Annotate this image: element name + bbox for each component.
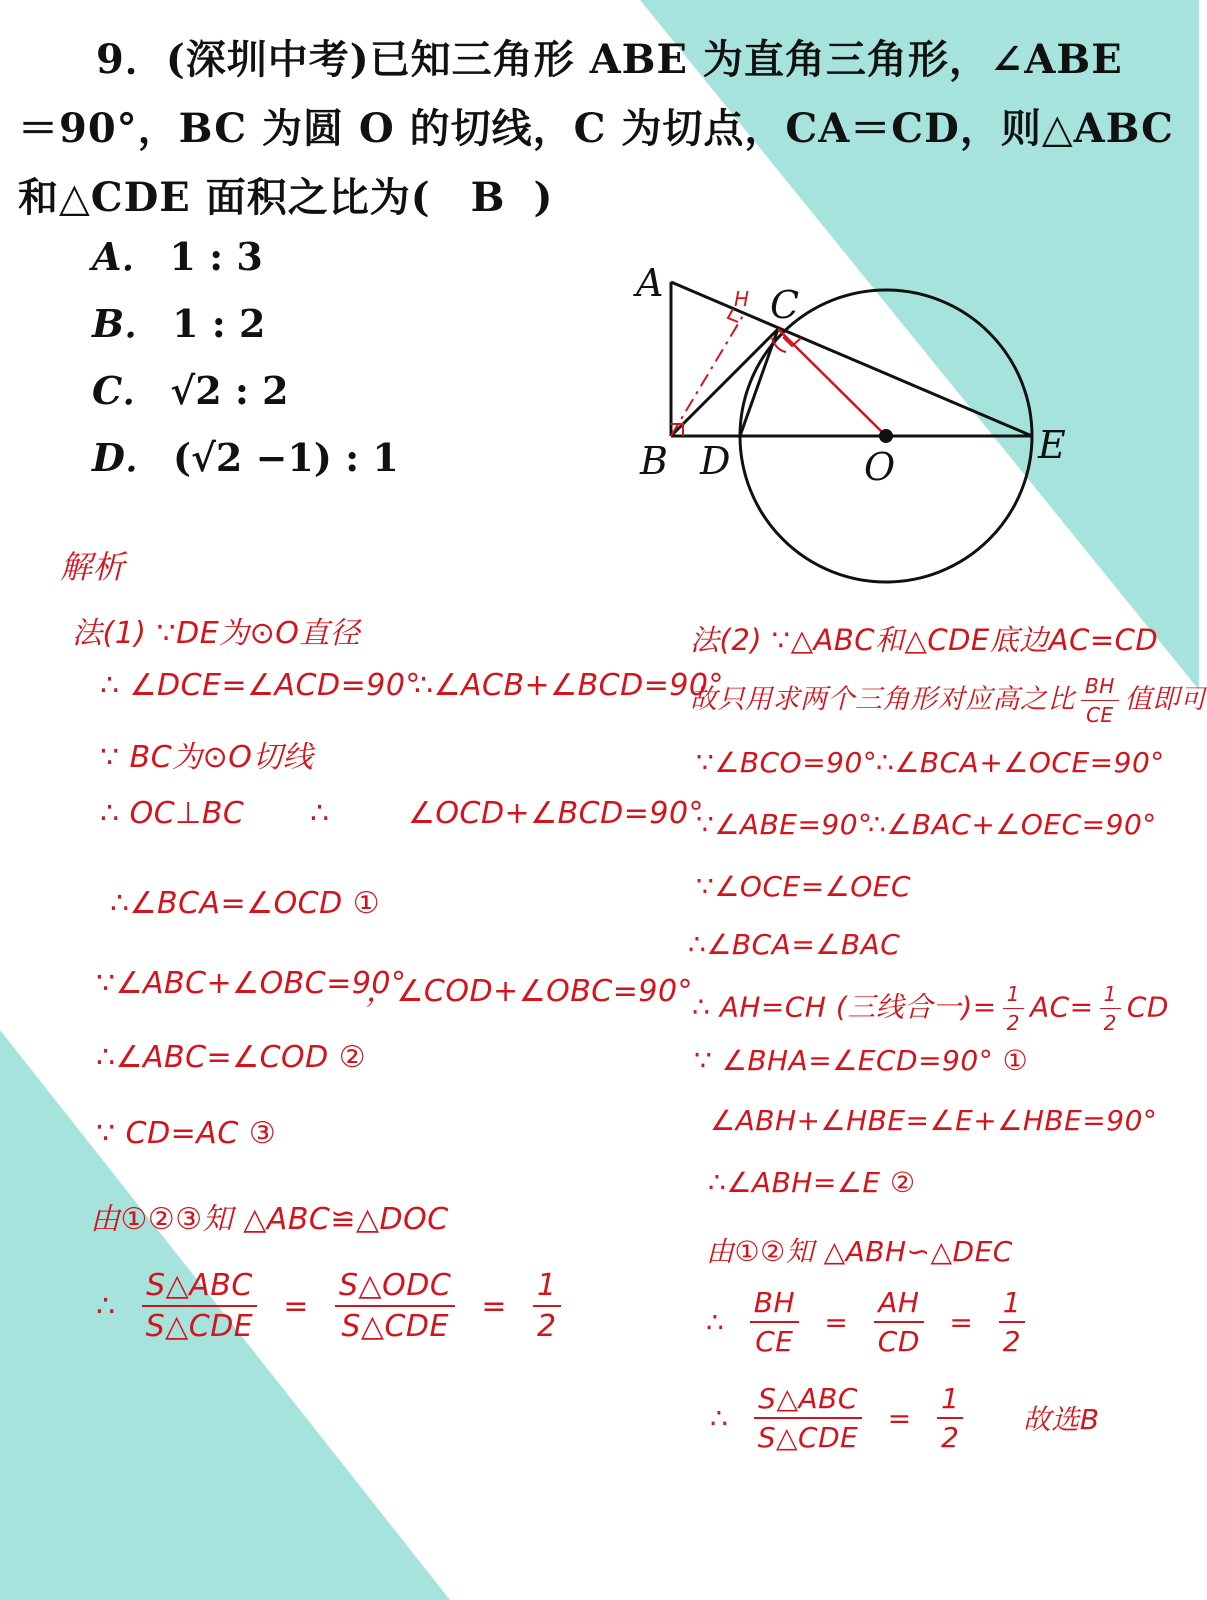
m1-therefore: ∴ xyxy=(96,1288,116,1324)
option-a-text: 1 : 3 xyxy=(169,234,263,279)
option-b-letter: B． xyxy=(92,301,163,346)
geometry-diagram xyxy=(620,250,1100,590)
m1-frac1-den: S△CDE xyxy=(145,1309,254,1344)
m2-line-7-suffix: CD xyxy=(1126,990,1169,1024)
label-e: E xyxy=(1038,423,1066,467)
m2-equals-a: = xyxy=(824,1305,849,1339)
m1-line-8: ∵ CD=AC ③ xyxy=(96,1116,277,1151)
m2-frac-cd: CD xyxy=(877,1325,920,1358)
segment-cd xyxy=(740,329,778,436)
m2-line-4b: ∴∠BAC+∠OEC=90° xyxy=(868,808,1157,841)
m2-frac-ah: AH xyxy=(874,1286,924,1323)
m2-frac-bh: BH xyxy=(750,1286,799,1323)
m1-fraction-1 xyxy=(142,1268,258,1344)
m1-line-7: ∴∠ABC=∠COD ② xyxy=(96,1040,367,1075)
m1-line-5: ∴∠BCA=∠OCD ① xyxy=(110,886,381,921)
m2-line-10: ∴∠ABH=∠E ② xyxy=(708,1166,916,1199)
m2-conclusion: 故选B xyxy=(1022,1403,1100,1436)
question-line-3-suffix: ) xyxy=(533,174,554,221)
m2-line-2-prefix: 故只用求两个三角形对应高之比 xyxy=(690,684,1075,715)
m2-frac-ah-cd xyxy=(874,1286,924,1358)
m2-line-2-suffix: 值即可 xyxy=(1124,684,1207,715)
m2-line-13 xyxy=(700,1382,1110,1454)
m2-half-2 xyxy=(1100,982,1121,1035)
solution-title: 解析 xyxy=(60,548,126,586)
m2-line-6: ∴∠BCA=∠BAC xyxy=(688,928,901,961)
m2-line-2 xyxy=(690,674,1207,727)
m1-line-4b: ∴ xyxy=(310,796,330,831)
m2-line-8: ∵ ∠BHA=∠ECD=90° ① xyxy=(694,1044,1029,1077)
m1-line-6b: ，∠COD+∠OBC=90° xyxy=(366,974,694,1009)
question-line-1: 9．(深圳中考)已知三角形 ABE 为直角三角形，∠ABE xyxy=(96,36,1123,83)
segment-ae xyxy=(671,282,1032,436)
option-a-letter: A． xyxy=(92,234,160,279)
label-o: O xyxy=(864,445,896,489)
question-line-2: ＝90°，BC 为圆 O 的切线，C 为切点，CA＝CD，则△ABC xyxy=(18,105,1175,152)
label-d: D xyxy=(700,439,731,483)
m2-equals-b: = xyxy=(949,1305,974,1339)
m1-equals-2: = xyxy=(481,1288,507,1324)
m2-frac-result-num: 1 xyxy=(937,1382,963,1419)
option-d-text: (√2 −1) : 1 xyxy=(172,435,399,480)
m2-ratio-num: BH xyxy=(1081,674,1119,701)
m1-line-2a: ∴ ∠DCE=∠ACD=90° xyxy=(100,668,421,703)
m1-frac3-den: 2 xyxy=(537,1309,557,1344)
m2-line-9: ∠ABH+∠HBE=∠E+∠HBE=90° xyxy=(710,1104,1158,1137)
m1-equals-1: = xyxy=(283,1288,309,1324)
m2-therefore-1: ∴ xyxy=(706,1305,725,1339)
option-c-text: √2 : 2 xyxy=(170,368,289,413)
m2-line-4a: ∵∠ABE=90° xyxy=(696,808,873,841)
option-c xyxy=(92,360,289,415)
option-b-text: 1 : 2 xyxy=(172,301,266,346)
label-c: C xyxy=(770,283,800,327)
segment-bc xyxy=(671,329,778,436)
m2-line-7-prefix: ∴ AH=CH (三线合一)= xyxy=(692,990,997,1024)
answer-choice: B xyxy=(470,174,506,221)
m1-line-10 xyxy=(86,1268,567,1344)
m2-frac-area-den: S△CDE xyxy=(757,1421,859,1454)
m2-line-1: 法(2) ∵△ABC和△CDE底边AC=CD xyxy=(690,623,1159,657)
m2-line-3a: ∵∠BCO=90° xyxy=(696,746,878,779)
m2-line-5: ∵∠OCE=∠OEC xyxy=(696,870,912,903)
option-b xyxy=(92,293,266,348)
m2-line-7-mid: AC= xyxy=(1029,990,1094,1024)
m1-line-3: ∵ BC为⊙O切线 xyxy=(100,740,314,775)
question-line-3 xyxy=(18,166,553,223)
question-line-3-prefix: 和△CDE 面积之比为( xyxy=(18,174,431,221)
center-point-o xyxy=(879,429,893,443)
m2-frac-half-den: 2 xyxy=(1002,1325,1022,1358)
option-c-letter: C． xyxy=(92,368,161,413)
m2-line-11: 由①②知 △ABH∽△DEC xyxy=(706,1235,1013,1268)
m1-line-2b: ∴∠ACB+∠BCD=90° xyxy=(414,668,725,703)
m1-frac2-den: S△CDE xyxy=(341,1309,449,1344)
m2-frac-ce: CE xyxy=(755,1325,794,1358)
m1-fraction-3 xyxy=(533,1268,561,1344)
m2-half-1 xyxy=(1003,982,1024,1035)
m1-frac3-num: 1 xyxy=(533,1268,561,1307)
m1-line-4a: ∴ OC⊥BC xyxy=(100,796,245,831)
m2-frac-bh-ce xyxy=(750,1286,799,1358)
m1-line-1: 法(1) ∵DE为⊙O直径 xyxy=(72,616,361,651)
m2-frac-half xyxy=(999,1286,1025,1358)
m1-frac2-num: S△ODC xyxy=(335,1268,455,1307)
m2-frac-result-den: 2 xyxy=(941,1421,960,1454)
label-b: B xyxy=(640,439,668,483)
m2-line-12 xyxy=(696,1286,1031,1358)
m2-therefore-2: ∴ xyxy=(710,1401,729,1435)
m2-frac-half-num: 1 xyxy=(999,1286,1025,1323)
m2-ratio-den: CE xyxy=(1086,703,1114,727)
option-a xyxy=(92,226,263,281)
label-h: H xyxy=(734,287,750,311)
m1-frac1-num: S△ABC xyxy=(142,1268,258,1307)
m1-fraction-2 xyxy=(335,1268,455,1344)
m2-line-3b: ∴∠BCA+∠OCE=90° xyxy=(876,746,1165,779)
m2-frac-area xyxy=(754,1382,863,1454)
m2-line-7 xyxy=(692,982,1169,1035)
m1-line-9: 由①②③知 △ABC≌△DOC xyxy=(90,1202,449,1237)
m2-half-1-den: 2 xyxy=(1006,1011,1020,1035)
m2-frac-result xyxy=(937,1382,963,1454)
m2-half-2-den: 2 xyxy=(1103,1011,1117,1035)
option-d xyxy=(92,427,399,482)
m2-equals-c: = xyxy=(887,1401,912,1435)
m2-ratio-bh-ce xyxy=(1081,674,1119,727)
m1-line-6a: ∵∠ABC+∠OBC=90° xyxy=(96,966,407,1001)
label-a: A xyxy=(636,261,664,305)
m2-half-2-num: 1 xyxy=(1100,982,1121,1009)
m1-line-4c: ∠OCD+∠BCD=90° xyxy=(408,796,705,831)
m2-frac-area-num: S△ABC xyxy=(754,1382,863,1419)
m2-half-1-num: 1 xyxy=(1003,982,1024,1009)
option-d-letter: D． xyxy=(92,435,163,480)
